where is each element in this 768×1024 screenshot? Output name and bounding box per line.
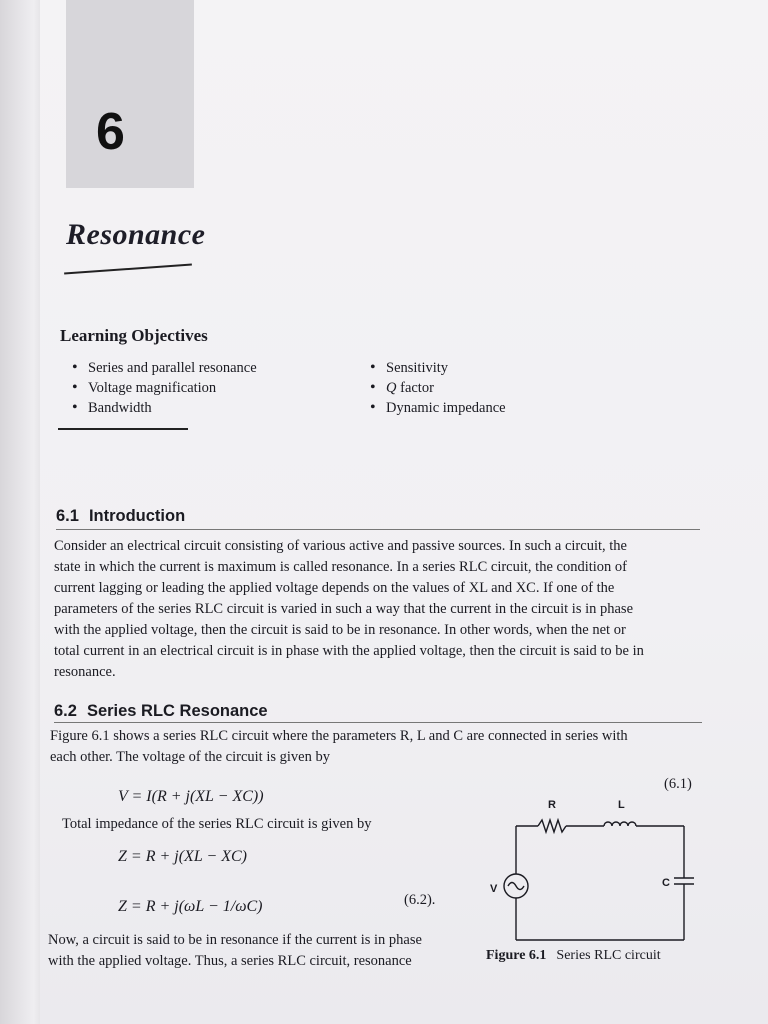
impedance-text: Total impedance of the series RLC circuit is given by bbox=[62, 816, 372, 832]
learning-objectives-title: Learning Objectives bbox=[60, 326, 208, 345]
resonance-tail-paragraph bbox=[48, 930, 472, 972]
objectives-right-list bbox=[368, 358, 506, 418]
equation-number: (6.1) bbox=[664, 776, 692, 792]
section-title: Introduction bbox=[88, 507, 186, 525]
section-number: 6.2 bbox=[54, 702, 77, 720]
equation-impedance-omega: Z = R + j(ωL − 1/ωC) bbox=[118, 898, 263, 915]
objective-item: • Bandwidth bbox=[70, 398, 257, 418]
chapter-title: Resonance bbox=[66, 218, 206, 251]
objectives-rule bbox=[58, 428, 188, 430]
paragraph-line: current lagging or leading the applied voltage depends on the values of XL and XC. If one of the bbox=[54, 580, 615, 596]
inductor-symbol bbox=[604, 822, 636, 826]
section-rule bbox=[54, 722, 702, 723]
figure-caption-label: Figure 6.1 bbox=[486, 948, 547, 963]
objective-item: • Sensitivity bbox=[368, 358, 506, 378]
section-6-2-heading bbox=[54, 702, 268, 721]
objective-item: • Q factor bbox=[368, 378, 506, 398]
intro-paragraph bbox=[54, 536, 702, 683]
figure-caption bbox=[486, 948, 661, 964]
resistor-symbol bbox=[538, 820, 566, 832]
paragraph-line: Figure 6.1 shows a series RLC circuit where the parameters R, L and C are connected in series with bbox=[50, 728, 628, 744]
paragraph-line: Consider an electrical circuit consisting of various active and passive sources. In such a circuit, the bbox=[54, 538, 627, 554]
objective-item: • Series and parallel resonance bbox=[70, 358, 257, 378]
section-title: Series RLC Resonance bbox=[86, 702, 268, 720]
objective-item: • Dynamic impedance bbox=[368, 398, 506, 418]
series-intro-paragraph bbox=[50, 726, 702, 768]
paragraph-line: state in which the current is maximum is called resonance. In a series RLC circuit, the condition of bbox=[54, 559, 627, 575]
paragraph-line: total current in an electrical circuit is in phase with the applied voltage, then the circuit is said to be in bbox=[54, 643, 644, 659]
equation-number: (6.2). bbox=[404, 892, 436, 908]
section-number: 6.1 bbox=[56, 507, 79, 525]
ac-wave-icon bbox=[508, 883, 524, 890]
paragraph-line: parameters of the series RLC circuit is varied in such a way that the current in the circuit is in phase bbox=[54, 601, 634, 617]
figure-caption-text: Series RLC circuit bbox=[556, 948, 661, 963]
paragraph-line: each other. The voltage of the circuit is given by bbox=[50, 749, 330, 765]
chapter-number-box bbox=[66, 0, 194, 188]
section-rule bbox=[56, 529, 700, 530]
objective-item: • Voltage magnification bbox=[70, 378, 257, 398]
label-c: C bbox=[662, 877, 670, 889]
objectives-left-list bbox=[70, 358, 257, 418]
objective-q-letter: Q bbox=[386, 380, 397, 396]
rlc-circuit-diagram bbox=[480, 790, 700, 950]
paragraph-line: with the applied voltage. Thus, a series RLC circuit, resonance bbox=[48, 953, 412, 969]
label-r: R bbox=[548, 799, 556, 811]
equation-impedance: Z = R + j(XL − XC) bbox=[118, 848, 247, 865]
equation-voltage: V = I(R + j(XL − XC)) bbox=[118, 788, 264, 805]
label-l: L bbox=[618, 799, 625, 811]
paragraph-line: resonance. bbox=[54, 664, 116, 680]
chapter-number: 6 bbox=[96, 103, 125, 161]
section-6-1-heading bbox=[56, 507, 185, 526]
paragraph-line: Now, a circuit is said to be in resonance if the current is in phase bbox=[48, 932, 422, 948]
label-v: V bbox=[490, 883, 498, 895]
paragraph-line: with the applied voltage, then the circuit is said to be in resonance. In other words, when the net or bbox=[54, 622, 626, 638]
